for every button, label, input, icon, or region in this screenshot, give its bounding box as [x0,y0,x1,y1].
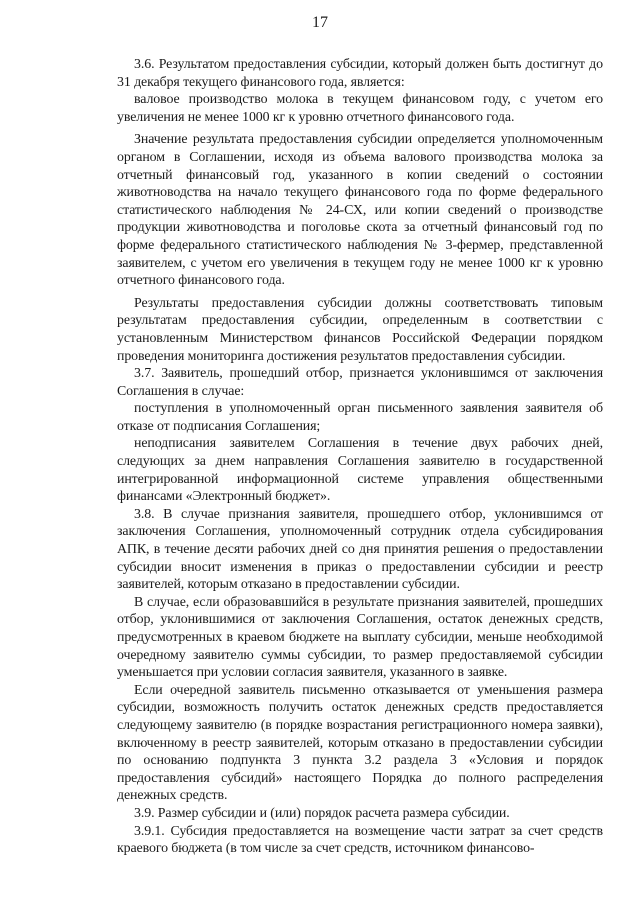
paragraph-3-9: 3.9. Размер субсидии и (или) порядок расчета размера субсидии. [134,805,510,821]
paragraph-3-7: 3.7. Заявитель, прошедший отбор, признается уклонившимся от заключения Соглашения в случае: [117,366,603,399]
paragraph-milk-production: валовое производство молока в текущем финансовом году, с учетом его увеличения не менее 1000 кг к уровню отчетного финансового года. [117,92,603,125]
paragraph-result-value: Значение результата предоставления субсидии определяется уполномоченным органом в Соглашении, исходя из объема валового производства молока за отчетный финансовый год, указанного в копии сведений о состоянии животноводства на начало текущего финансового года по форме федерального статистического наблюдения № 24-СХ, или копии сведений о производстве продукции животноводства и поголовье скота за отчетный финансовый год по форме федерального статистического наблюдения № 3-фермер, представленной заявителем, с учетом его увеличения в текущем году не менее 1000 кг к уровню отчетного финансового года. [117,132,603,289]
page-number: 17 [312,14,328,31]
paragraph-3-9-1: 3.9.1. Субсидия предоставляется на возмещение части затрат за счет средств краевого бюджета (в том числе за счет средств, источником финансово- [117,823,603,857]
paragraph-next-applicant: Если очередной заявитель письменно отказывается от уменьшения размера субсидии, возможность получить остаток денежных средств предоставляется следующему заявителю (в порядке возрастания регистрационного номера заявки), включенному в реестр заявителей, которым отказано в предоставлении субсидии по основанию подпункта 3 пункта 3.2 раздела 3 «Условия и порядок предоставления субсидий» настоящего Порядка до полного распределения денежных средств. [117,682,603,804]
paragraph-3-8: 3.8. В случае признания заявителя, прошедшего отбор, уклонившимся от заключения Соглашения, уполномоченный сотрудник отдела субсидирования АПК, в течение десяти рабочих дней со дня принятия решения о предоставлении субсидии вносит изменения в приказ о предоставлении субсидии и реестр заявителей, которым отказано в предоставлении субсидии. [117,506,603,593]
paragraph-result-compliance: Результаты предоставления субсидии должны соответствовать типовым результатам предоставления субсидии, определенным в соответствии с установленным Министерством финансов Российской Федерации порядком проведения мониторинга достижения результатов предоставления субсидии. [117,295,603,364]
paragraph-remaining-funds: В случае, если образовавшийся в результате признания заявителей, прошедших отбор, уклонившимися от заключения Соглашения, остаток денежных средств, предусмотренных в краевом бюджете на выплату субсидии, меньше необходимой очередному заявителю суммы субсидии, то размер предоставляемой субсидии уменьшается при условии согласия заявителя, указанного в заявке. [117,594,603,681]
paragraph-refusal-statement: поступления в уполномоченный орган письменного заявления заявителя об отказе от подписания Соглашения; [117,401,603,434]
document-body [117,56,603,858]
paragraph-3-6: 3.6. Результатом предоставления субсидии, который должен быть достигнут до 31 декабря текущего финансового года, является: [117,57,603,90]
paragraph-non-signing: неподписания заявителем Соглашения в течение двух рабочих дней, следующих за днем направления Соглашения заявителю в государственной интегрированной информационной системе управления общественными финансами «Электронный бюджет». [117,436,603,505]
